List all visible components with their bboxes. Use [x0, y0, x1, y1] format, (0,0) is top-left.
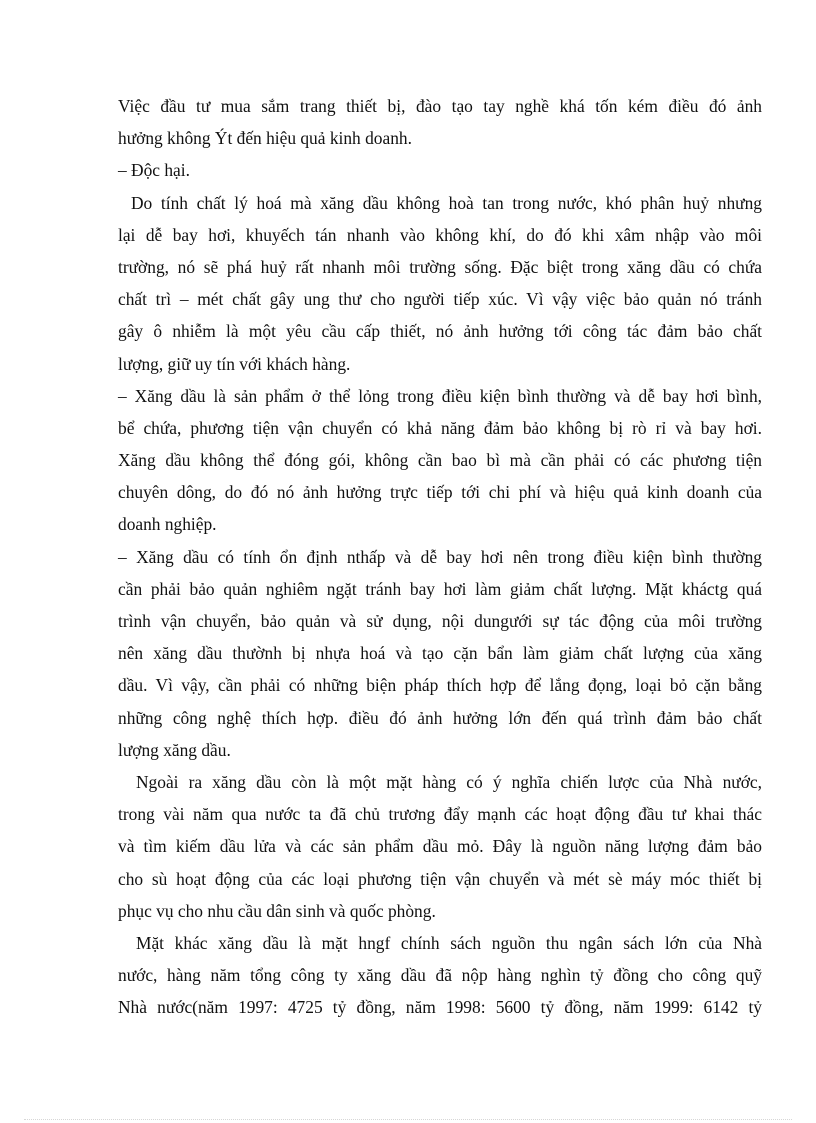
document-body	[118, 90, 762, 1023]
paragraph-line: Xăng dầu không thể đóng gói, không cần bao bì mà cần phải có các phương tiện	[118, 450, 762, 471]
paragraph-line: Do tính chất lý hoá mà xăng dầu không hoà tan trong nước, khó phân huỷ nhưng	[131, 192, 762, 213]
paragraph-line: phục vụ cho nhu cầu dân sinh và quốc phòng.	[118, 900, 436, 921]
paragraph-line: cần phải bảo quản nghiêm ngặt tránh bay hơi làm giảm chất lượng. Mặt kháctg quá	[118, 578, 762, 599]
paragraph-line: chuyên dông, do đó nó ảnh hưởng trực tiếp tới chi phí và hiệu quả kinh doanh của	[118, 482, 762, 503]
paragraph-line: bể chứa, phương tiện vận chuyển có khả năng đảm bảo không bị rò rỉ và bay hơi.	[118, 417, 762, 438]
paragraph-line: trong vài năm qua nước ta đã chủ trương đẩy mạnh các hoạt động đầu tư khai thác	[118, 804, 762, 825]
paragraph-line: những công nghệ thích hợp. điều đó ảnh hưởng lớn đến quá trình đảm bảo chất	[118, 707, 762, 728]
page-bottom-divider	[24, 1119, 792, 1120]
paragraph-line: lượng, giữ uy tín với khách hàng.	[118, 353, 351, 374]
paragraph-line: – Xăng dầu là sản phẩm ở thể lỏng trong điều kiện bình thường và dễ bay hơi bình,	[118, 385, 762, 406]
paragraph-line: nước, hàng năm tổng công ty xăng dầu đã nộp hàng nghìn tỷ đồng cho công quỹ	[118, 965, 762, 986]
paragraph-line: Nhà nước(năm 1997: 4725 tỷ đồng, năm 1998: 5600 tỷ đồng, năm 1999: 6142 tỷ	[118, 997, 762, 1018]
section-heading: – Độc hại.	[118, 160, 190, 181]
paragraph-line: lại dễ bay hơi, khuyếch tán nhanh vào không khí, do đó khi xâm nhập vào môi	[118, 224, 762, 245]
paragraph-line: lượng xăng dầu.	[118, 739, 231, 760]
paragraph-line: dầu. Vì vậy, cần phải có những biện pháp thích hợp để lắng đọng, loại bỏ cặn bằng	[118, 675, 762, 696]
paragraph-line: cho sù hoạt động của các loại phương tiện vận chuyển và mét sè máy móc thiết bị	[118, 868, 762, 889]
paragraph-line: chất trì – mét chất gây ung thư cho người tiếp xúc. Vì vậy việc bảo quản nó tránh	[118, 289, 762, 310]
paragraph-line: và tìm kiếm dầu lửa và các sản phẩm dầu mỏ. Đây là nguồn năng lượng đảm bảo	[118, 836, 762, 857]
paragraph-line: trình vận chuyển, bảo quản và sử dụng, nội dungưới sự tác động của môi trường	[118, 611, 762, 631]
paragraph-line: gây ô nhiễm là một yêu cầu cấp thiết, nó ảnh hưởng tới công tác đảm bảo chất	[118, 321, 762, 342]
paragraph-line: Việc đầu tư mua sắm trang thiết bị, đào tạo tay nghề khá tốn kém điều đó ảnh	[118, 96, 762, 116]
paragraph-line: – Xăng dầu có tính ổn định nthấp và dễ bay hơi nên trong điều kiện bình thường	[118, 546, 762, 567]
paragraph-line: nên xăng dầu thườnh bị nhựa hoá và tạo cặn bẩn làm giảm chất lượng của xăng	[118, 643, 762, 664]
paragraph-line: Ngoài ra xăng dầu còn là một mặt hàng có ý nghĩa chiến lược của Nhà nước,	[136, 771, 762, 792]
paragraph-line: trường, nó sẽ phá huỷ rất nhanh môi trường sống. Đặc biệt trong xăng dầu có chứa	[118, 256, 762, 277]
paragraph-line: Mặt khác xăng dầu là mặt hngf chính sách nguồn thu ngân sách lớn của Nhà	[136, 932, 762, 953]
paragraph-line: doanh nghiệp.	[118, 514, 217, 535]
paragraph-line: hưởng không Ýt đến hiệu quả kinh doanh.	[118, 128, 412, 149]
